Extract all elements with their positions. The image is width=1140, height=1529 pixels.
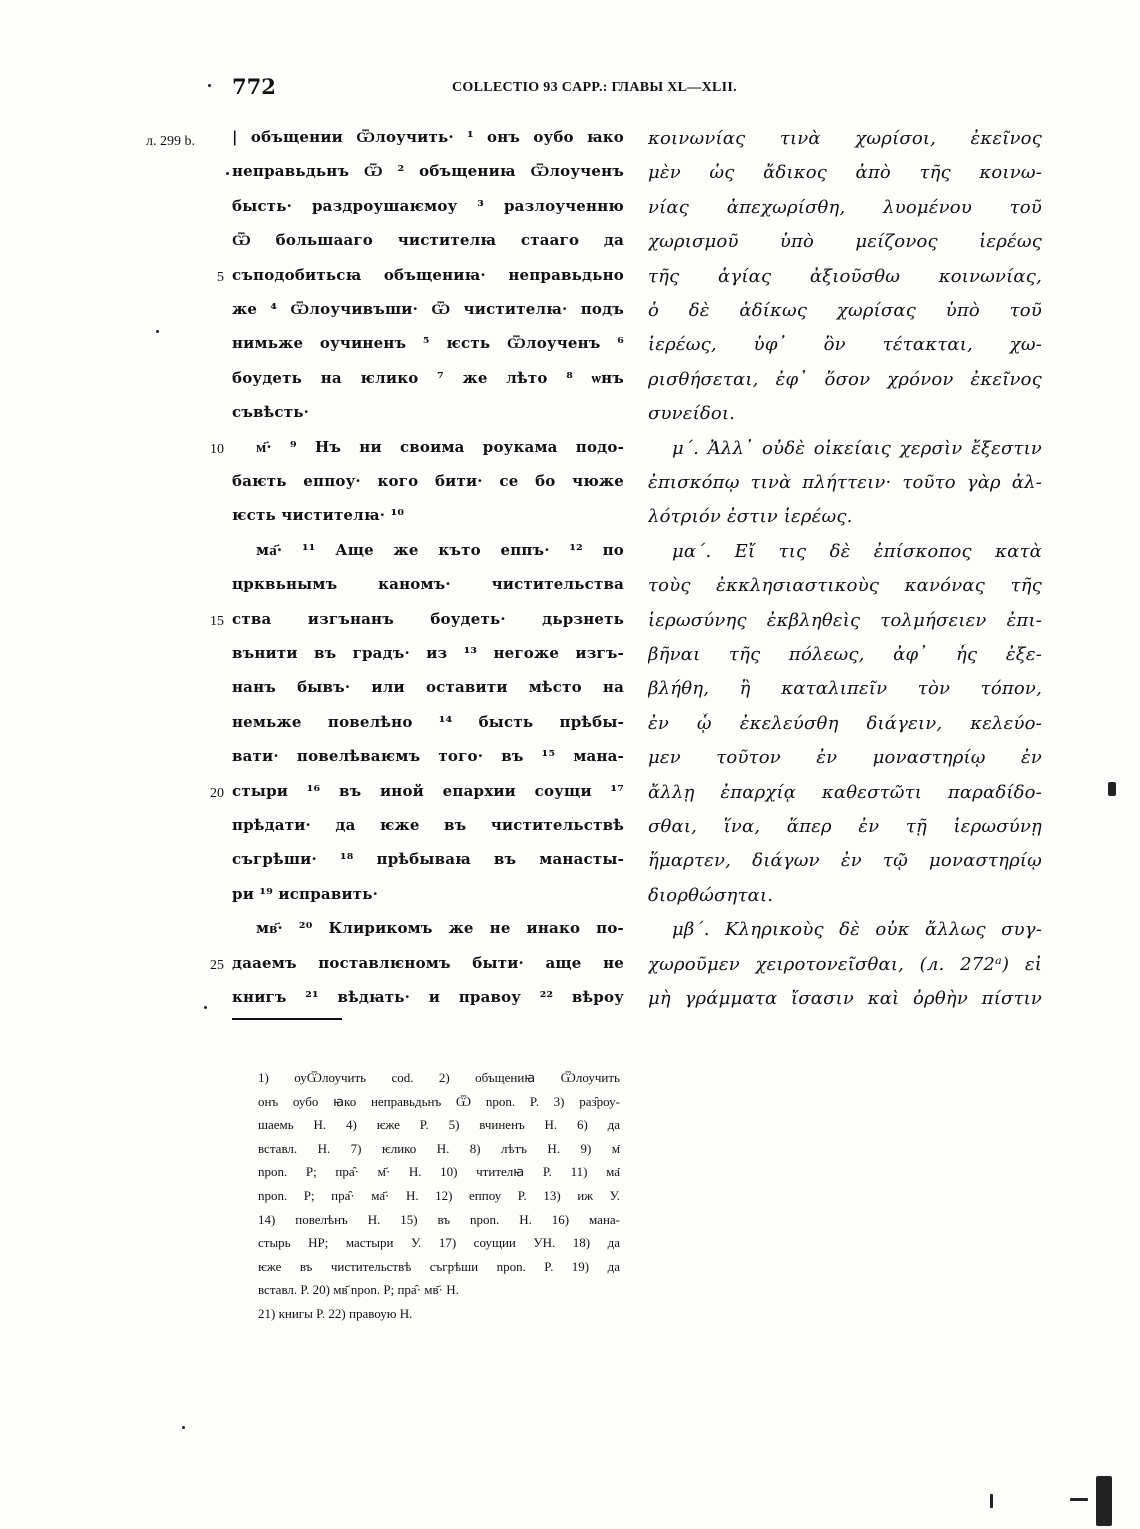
greek-line: λότριόν ἐστιν ἱερέως. (648, 506, 853, 528)
line-number: 20 (210, 785, 224, 801)
slavonic-line: же ⁴ Ѿлоучивъши· Ѿ чистителꙗ· подъ (232, 300, 624, 318)
slavonic-line: црквьнымъ каномъ· чистительства (232, 575, 624, 594)
margin-reference: л. 299 b. (146, 134, 195, 149)
footnote-line: 14) повелѣнъ H. 15) въ npon. H. 16) мана- (258, 1211, 620, 1227)
footnote-line: онъ оубо ꙗко неправьдьнъ Ѿ npon. P. 3) раз̑роу- (258, 1093, 620, 1109)
slavonic-line: | объщении Ѿлоучить· ¹ онъ оубо ꙗко (232, 128, 624, 146)
greek-line: διορθώσηται. (648, 884, 774, 906)
greek-line: βλήθη, ἢ καταλιπεῖν τὸν τόπον, (648, 678, 1042, 700)
footnote-line: ѥже въ чистительствѣ съгрѣши npon. P. 19) да (258, 1258, 620, 1274)
greek-line: ὁ δὲ ἀδίκως χωρίσας ὑπὸ τοῦ (648, 300, 1042, 321)
footnote-line: шаемь H. 4) ѥже P. 5) вчиненъ H. 6) да (258, 1117, 620, 1133)
running-head: COLLECTIO 93 CAPP.: ГЛАВЫ XL—XLII. (452, 80, 737, 95)
slavonic-line: дааемъ поставлѥномъ быти· аще не (232, 953, 624, 972)
page-number: 772 (232, 74, 276, 99)
greek-line: χωρισμοῦ ὑπὸ μείζονος ἱερέως (648, 231, 1042, 253)
footnote-line: 21) книгы P. 22) правоую H. (258, 1306, 413, 1321)
greek-line: σθαι, ἵνα, ἅπερ ἐν τῇ ἱερωσύνῃ (648, 816, 1042, 837)
scan-speck (156, 330, 159, 333)
scan-mark (1108, 782, 1116, 796)
footnote-line: вставл. H. 7) ѥлико H. 8) лѣтъ H. 9) м҃ (258, 1140, 620, 1156)
slavonic-line: м҃· ⁹ Нъ ни своима роукама подо- (256, 437, 624, 456)
footnote-line: стырь HP; мастыри У. 17) соущии УH. 18) да (258, 1235, 620, 1251)
greek-line: μ΄. Ἀλλ᾽ οὐδὲ οἰκείαις χερσὶν ἔξεστιν (672, 437, 1042, 459)
slavonic-line: книгъ ²¹ вѣдꙗть· и правоу ²² вѣроу (232, 988, 624, 1006)
slavonic-line: ма҃· ¹¹ Аще же къто еппъ· ¹² по (256, 540, 624, 559)
slavonic-line: ѥсть чистителꙗ· ¹⁰ (232, 506, 405, 525)
greek-line: μὴ γράμματα ἴσασιν καὶ ὀρθὴν πίστιν (648, 988, 1042, 1009)
slavonic-line: бысть· раздроушаѥмоу ³ разлоученню (232, 196, 624, 215)
greek-line: βῆναι τῆς πόλεως, ἀφ᾽ ἧς ἐξε- (648, 644, 1042, 665)
slavonic-line: нанъ бывъ· или оставити мѣсто на (232, 678, 624, 697)
greek-line: μὲν ὡς ἄδικος ἀπὸ τῆς κοινω- (648, 162, 1042, 184)
greek-line: ἱερωσύνης ἐκβληθεὶς τολμήσειεν ἐπι- (648, 609, 1042, 631)
footnote-line: 1) оуѾлоучить cod. 2) объщениꙗ Ѿлоучить (258, 1070, 620, 1085)
line-number: 5 (217, 269, 224, 285)
slavonic-line: ства изгънанъ боудеть· дьрзнеть (232, 609, 624, 628)
slavonic-line: съгрѣши· ¹⁸ прѣбываꙗ въ манасты- (232, 850, 624, 869)
greek-line: ἐν ᾧ ἐκελεύσθη διάγειν, κελεύο- (648, 712, 1042, 734)
slavonic-line: мв҃· ²⁰ Клирикомъ же не инако по- (256, 919, 624, 938)
scan-speck (182, 1426, 185, 1429)
slavonic-line: Ѿ большааго чистителꙗ стааго да (232, 231, 624, 250)
scan-mark (1070, 1498, 1088, 1501)
footnote-rule (232, 1018, 342, 1020)
slavonic-line: неправьдьнъ Ѿ ² объщениꙗ Ѿлоученъ (232, 162, 624, 181)
slavonic-line: прѣдати· да ѥже въ чистительствѣ (232, 816, 624, 834)
slavonic-line: баѥть еппоу· кого бити· се бо чюже (232, 472, 624, 490)
slavonic-line: боудеть на ѥлико ⁷ же лѣто ⁸ ѡнъ (232, 368, 624, 387)
scan-speck (226, 172, 229, 175)
slavonic-line: стыри ¹⁶ въ иной епархии соущи ¹⁷ (232, 781, 624, 800)
slavonic-line: ри ¹⁹ исправить· (232, 884, 379, 903)
line-number: 25 (210, 957, 224, 973)
greek-line: ρισθήσεται, ἐφ᾽ ὅσον χρόνον ἐκεῖνος (648, 368, 1042, 390)
footnote-line: вставл. P. 20) мв҃ npon. P; пра̑· мв҃· H. (258, 1282, 459, 1298)
greek-line: συνείδοι. (648, 403, 736, 425)
greek-line: μα΄. Εἴ τις δὲ ἐπίσκοπος κατὰ (672, 540, 1042, 562)
line-number: 15 (210, 613, 224, 629)
greek-line: μεν τοῦτον ἐν μοναστηρίῳ ἐν (648, 747, 1042, 769)
greek-line: χωροῦμεν χειροτονεῖσθαι, (л. 272ᵃ) εἰ (648, 953, 1042, 975)
footnote-line: npon. P; пра̑· м҃· H. 10) чтителꙗ P. 11) ма҃ (258, 1164, 620, 1180)
greek-line: κοινωνίας τινὰ χωρίσοι, ἐκεῖνος (648, 128, 1042, 149)
scan-speck (208, 84, 211, 87)
greek-line: ἱερέως, ὑφ᾽ ὃν τέτακται, χω- (648, 334, 1042, 356)
greek-line: μβ΄. Κληρικοὺς δὲ οὐκ ἄλλως συγ- (672, 919, 1042, 941)
greek-line: νίας ἀπεχωρίσθη, λυομένου τοῦ (648, 196, 1042, 218)
scan-mark (990, 1494, 993, 1508)
greek-line: ἐπισκόπῳ τινὰ πλήττειν· τοῦτο γὰρ ἀλ- (648, 472, 1042, 493)
greek-line: τοὺς ἐκκλησιαστικοὺς κανόνας τῆς (648, 575, 1042, 597)
slavonic-line: нимьже оучиненъ ⁵ ѥсть Ѿлоученъ ⁶ (232, 334, 624, 353)
greek-line: τῆς ἁγίας ἀξιοῦσθω κοινωνίας, (648, 265, 1042, 287)
scan-speck (204, 1006, 207, 1009)
line-number: 10 (210, 441, 224, 457)
footnote-line: npon. P; пра̑· ма҃· H. 12) еппоу P. 13) иж У. (258, 1188, 620, 1203)
slavonic-line: вати· повелѣваѥмъ того· въ ¹⁵ мана- (232, 747, 624, 766)
scan-mark (1096, 1476, 1112, 1526)
slavonic-line: съвѣсть· (232, 403, 310, 422)
greek-line: ἄλλῃ ἐπαρχίᾳ καθεστῶτι παραδίδο- (648, 781, 1042, 803)
greek-line: ἥμαρτεν, διάγων ἐν τῷ μοναστηρίῳ (648, 850, 1042, 872)
slavonic-line: немьже повелѣно ¹⁴ бысть прѣбы- (232, 712, 624, 731)
slavonic-line: съподобитьсꙗ объщениꙗ· неправьдьно (232, 265, 624, 284)
slavonic-line: вънити въ градъ· из ¹³ негоже изгъ- (232, 644, 624, 662)
